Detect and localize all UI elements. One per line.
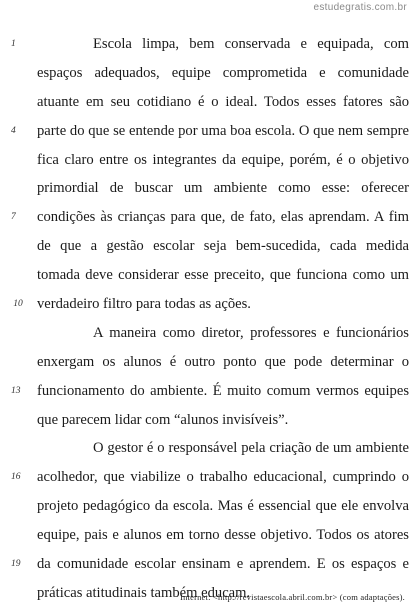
line-number: 7 <box>11 212 16 223</box>
line-text: O gestor é o responsável pela criação de um ambiente <box>93 440 409 457</box>
text-line <box>37 521 409 550</box>
line-number: 13 <box>11 385 21 396</box>
line-text: equipe, pais e alunos em torno desse objetivo. Todos os atores <box>37 527 409 544</box>
line-text: enxergam os alunos é outro ponto que pode determinar o <box>37 353 409 370</box>
line-text: projeto pedagógico da escola. Mas é essencial que ele envolva <box>37 498 409 515</box>
line-text: condições às crianças para que, de fato, elas aprendam. A fim <box>37 209 409 226</box>
text-line <box>37 59 409 88</box>
text-line <box>37 261 409 290</box>
text-line <box>37 232 409 261</box>
line-number: 1 <box>11 39 16 49</box>
line-text: de que a gestão escolar seja bem-sucedida, cada medida <box>37 238 409 255</box>
line-text: Escola limpa, bem conservada e equipada, com <box>93 36 409 52</box>
line-text: espaços adequados, equipe comprometida e comunidade <box>37 64 409 81</box>
text-line <box>11 203 409 232</box>
text-line <box>37 319 409 348</box>
text-body <box>11 30 409 608</box>
line-text: que parecem lidar com “alunos invisíveis”. <box>37 411 289 428</box>
text-line <box>37 348 409 377</box>
line-text: acolhedor, que viabilize o trabalho educacional, cumprindo o <box>37 469 409 486</box>
source-citation: Internet: <http://revistaescola.abril.com.br> (com adaptações). <box>180 592 405 602</box>
line-text: tomada deve considerar esse preceito, que funciona como um <box>37 267 409 284</box>
line-text: funcionamento do ambiente. É muito comum vermos equipes <box>37 382 409 399</box>
text-line <box>11 377 409 406</box>
line-text: fica claro entre os integrantes da equipe, porém, é o objetivo <box>37 151 409 168</box>
text-line <box>11 550 409 579</box>
line-number: 4 <box>11 125 16 136</box>
text-line <box>11 463 409 492</box>
text-line <box>37 492 409 521</box>
text-line <box>37 146 409 175</box>
line-text: A maneira como diretor, professores e funcionários <box>93 324 409 341</box>
watermark: estudegratis.com.br <box>313 2 407 13</box>
line-number: 19 <box>11 559 21 570</box>
line-number: 16 <box>11 472 21 483</box>
line-text: da comunidade escolar ensinam e aprendem. E os espaços e <box>37 556 409 573</box>
text-line <box>13 290 409 319</box>
line-text: parte do que se entende por uma boa escola. O que nem sempre <box>37 122 409 139</box>
text-line <box>37 434 409 463</box>
text-line <box>11 30 409 59</box>
text-line <box>37 174 409 203</box>
line-text: práticas atitudinais também educam. <box>37 584 251 601</box>
text-line <box>37 88 409 117</box>
line-text: primordial de buscar um ambiente como esse: oferecer <box>37 180 409 197</box>
text-line <box>37 406 409 435</box>
line-number: 10 <box>13 299 23 310</box>
text-line <box>11 117 409 146</box>
line-text: verdadeiro filtro para todas as ações. <box>37 296 251 313</box>
line-text: atuante em seu cotidiano é o ideal. Todos esses fatores são <box>37 93 409 110</box>
